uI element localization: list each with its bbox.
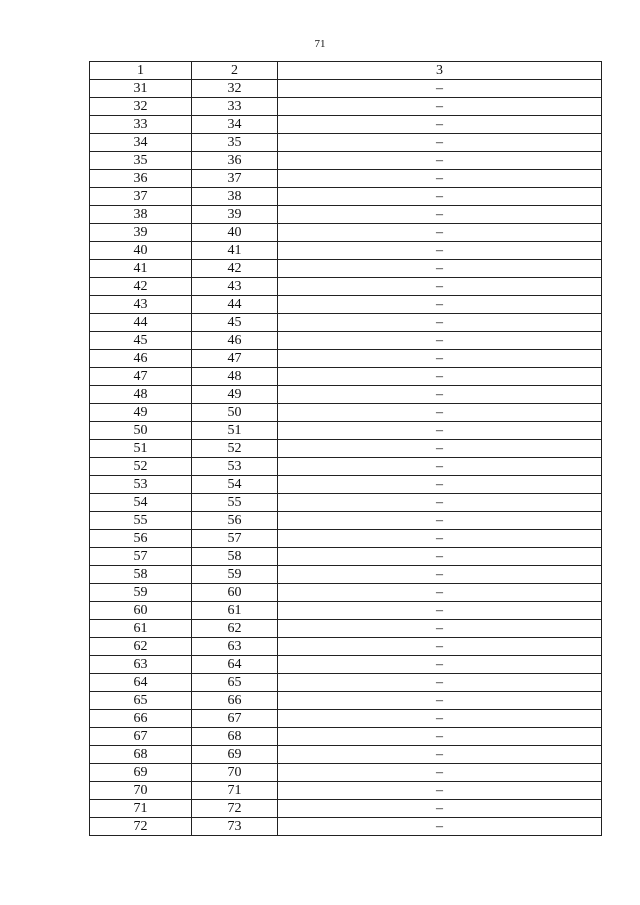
cell-col-3: – (278, 710, 602, 728)
cell-col-1: 34 (90, 134, 192, 152)
table-row (90, 656, 602, 674)
cell-col-2: 68 (192, 728, 278, 746)
cell-col-3: – (278, 476, 602, 494)
table-row (90, 188, 602, 206)
cell-col-2: 50 (192, 404, 278, 422)
cell-col-3: – (278, 386, 602, 404)
cell-col-2: 53 (192, 458, 278, 476)
cell-col-1: 45 (90, 332, 192, 350)
cell-col-2: 47 (192, 350, 278, 368)
table-row (90, 800, 602, 818)
cell-col-3: – (278, 278, 602, 296)
cell-col-3: – (278, 80, 602, 98)
table-row (90, 80, 602, 98)
cell-col-2: 32 (192, 80, 278, 98)
data-table (89, 61, 602, 836)
cell-col-2: 63 (192, 638, 278, 656)
cell-col-3: – (278, 170, 602, 188)
table-body (90, 80, 602, 836)
cell-col-2: 42 (192, 260, 278, 278)
cell-col-1: 53 (90, 476, 192, 494)
cell-col-3: – (278, 206, 602, 224)
cell-col-2: 65 (192, 674, 278, 692)
table-row (90, 602, 602, 620)
cell-col-2: 62 (192, 620, 278, 638)
table-row (90, 260, 602, 278)
cell-col-1: 44 (90, 314, 192, 332)
cell-col-3: – (278, 98, 602, 116)
cell-col-1: 55 (90, 512, 192, 530)
cell-col-3: – (278, 260, 602, 278)
table-row (90, 692, 602, 710)
table-row (90, 674, 602, 692)
cell-col-2: 67 (192, 710, 278, 728)
cell-col-1: 61 (90, 620, 192, 638)
cell-col-1: 50 (90, 422, 192, 440)
table-row (90, 170, 602, 188)
table-row (90, 296, 602, 314)
table-row (90, 404, 602, 422)
cell-col-2: 59 (192, 566, 278, 584)
cell-col-1: 69 (90, 764, 192, 782)
cell-col-1: 59 (90, 584, 192, 602)
table-row (90, 98, 602, 116)
cell-col-3: – (278, 458, 602, 476)
table-header-row (90, 62, 602, 80)
column-header-1: 1 (90, 62, 192, 80)
cell-col-2: 36 (192, 152, 278, 170)
cell-col-3: – (278, 818, 602, 836)
cell-col-2: 66 (192, 692, 278, 710)
cell-col-3: – (278, 728, 602, 746)
cell-col-1: 56 (90, 530, 192, 548)
cell-col-1: 37 (90, 188, 192, 206)
table-row (90, 764, 602, 782)
cell-col-3: – (278, 314, 602, 332)
cell-col-3: – (278, 332, 602, 350)
cell-col-2: 70 (192, 764, 278, 782)
table-row (90, 512, 602, 530)
table-row (90, 494, 602, 512)
cell-col-2: 61 (192, 602, 278, 620)
cell-col-2: 57 (192, 530, 278, 548)
cell-col-2: 60 (192, 584, 278, 602)
cell-col-2: 46 (192, 332, 278, 350)
cell-col-1: 46 (90, 350, 192, 368)
cell-col-1: 65 (90, 692, 192, 710)
cell-col-3: – (278, 638, 602, 656)
cell-col-2: 71 (192, 782, 278, 800)
cell-col-1: 67 (90, 728, 192, 746)
cell-col-3: – (278, 674, 602, 692)
cell-col-3: – (278, 152, 602, 170)
cell-col-1: 49 (90, 404, 192, 422)
cell-col-3: – (278, 116, 602, 134)
table-row (90, 638, 602, 656)
cell-col-2: 37 (192, 170, 278, 188)
cell-col-2: 56 (192, 512, 278, 530)
cell-col-1: 62 (90, 638, 192, 656)
cell-col-2: 49 (192, 386, 278, 404)
cell-col-3: – (278, 584, 602, 602)
table-row (90, 314, 602, 332)
cell-col-2: 40 (192, 224, 278, 242)
cell-col-2: 33 (192, 98, 278, 116)
table-row (90, 548, 602, 566)
cell-col-1: 33 (90, 116, 192, 134)
cell-col-3: – (278, 764, 602, 782)
table-row (90, 620, 602, 638)
table-row (90, 746, 602, 764)
cell-col-3: – (278, 404, 602, 422)
cell-col-1: 40 (90, 242, 192, 260)
table-row (90, 458, 602, 476)
cell-col-1: 72 (90, 818, 192, 836)
cell-col-1: 63 (90, 656, 192, 674)
cell-col-2: 38 (192, 188, 278, 206)
cell-col-3: – (278, 620, 602, 638)
cell-col-2: 58 (192, 548, 278, 566)
table-row (90, 728, 602, 746)
table-row (90, 350, 602, 368)
cell-col-2: 54 (192, 476, 278, 494)
table-row (90, 332, 602, 350)
table-row (90, 422, 602, 440)
cell-col-3: – (278, 224, 602, 242)
cell-col-2: 52 (192, 440, 278, 458)
cell-col-1: 66 (90, 710, 192, 728)
cell-col-2: 48 (192, 368, 278, 386)
cell-col-2: 43 (192, 278, 278, 296)
cell-col-1: 38 (90, 206, 192, 224)
cell-col-3: – (278, 530, 602, 548)
table-row (90, 152, 602, 170)
cell-col-2: 72 (192, 800, 278, 818)
cell-col-3: – (278, 746, 602, 764)
cell-col-1: 42 (90, 278, 192, 296)
table-row (90, 224, 602, 242)
cell-col-3: – (278, 368, 602, 386)
column-header-3: 3 (278, 62, 602, 80)
cell-col-1: 58 (90, 566, 192, 584)
cell-col-1: 32 (90, 98, 192, 116)
cell-col-2: 34 (192, 116, 278, 134)
cell-col-1: 51 (90, 440, 192, 458)
cell-col-3: – (278, 350, 602, 368)
cell-col-3: – (278, 242, 602, 260)
cell-col-2: 64 (192, 656, 278, 674)
table-row (90, 278, 602, 296)
cell-col-3: – (278, 188, 602, 206)
cell-col-3: – (278, 800, 602, 818)
cell-col-1: 41 (90, 260, 192, 278)
cell-col-2: 69 (192, 746, 278, 764)
cell-col-1: 64 (90, 674, 192, 692)
table-row (90, 206, 602, 224)
cell-col-3: – (278, 134, 602, 152)
cell-col-3: – (278, 296, 602, 314)
cell-col-2: 35 (192, 134, 278, 152)
table-row (90, 584, 602, 602)
table-row (90, 782, 602, 800)
cell-col-3: – (278, 602, 602, 620)
table-row (90, 386, 602, 404)
cell-col-1: 57 (90, 548, 192, 566)
table-row (90, 242, 602, 260)
column-header-2: 2 (192, 62, 278, 80)
table-row (90, 134, 602, 152)
cell-col-3: – (278, 692, 602, 710)
cell-col-3: – (278, 566, 602, 584)
table-row (90, 566, 602, 584)
table-row (90, 530, 602, 548)
cell-col-2: 44 (192, 296, 278, 314)
cell-col-2: 41 (192, 242, 278, 260)
table-row (90, 440, 602, 458)
cell-col-1: 52 (90, 458, 192, 476)
cell-col-2: 55 (192, 494, 278, 512)
cell-col-2: 51 (192, 422, 278, 440)
cell-col-1: 36 (90, 170, 192, 188)
cell-col-2: 73 (192, 818, 278, 836)
cell-col-2: 39 (192, 206, 278, 224)
cell-col-3: – (278, 548, 602, 566)
cell-col-1: 43 (90, 296, 192, 314)
cell-col-1: 54 (90, 494, 192, 512)
cell-col-3: – (278, 656, 602, 674)
cell-col-1: 35 (90, 152, 192, 170)
cell-col-3: – (278, 440, 602, 458)
table-row (90, 368, 602, 386)
table-row (90, 116, 602, 134)
page-number: 71 (314, 38, 326, 50)
table-row (90, 476, 602, 494)
cell-col-1: 47 (90, 368, 192, 386)
cell-col-1: 60 (90, 602, 192, 620)
cell-col-3: – (278, 494, 602, 512)
cell-col-1: 48 (90, 386, 192, 404)
table-row (90, 818, 602, 836)
cell-col-1: 70 (90, 782, 192, 800)
cell-col-1: 31 (90, 80, 192, 98)
table-row (90, 710, 602, 728)
cell-col-1: 39 (90, 224, 192, 242)
cell-col-3: – (278, 782, 602, 800)
cell-col-3: – (278, 422, 602, 440)
cell-col-2: 45 (192, 314, 278, 332)
cell-col-1: 68 (90, 746, 192, 764)
cell-col-3: – (278, 512, 602, 530)
cell-col-1: 71 (90, 800, 192, 818)
